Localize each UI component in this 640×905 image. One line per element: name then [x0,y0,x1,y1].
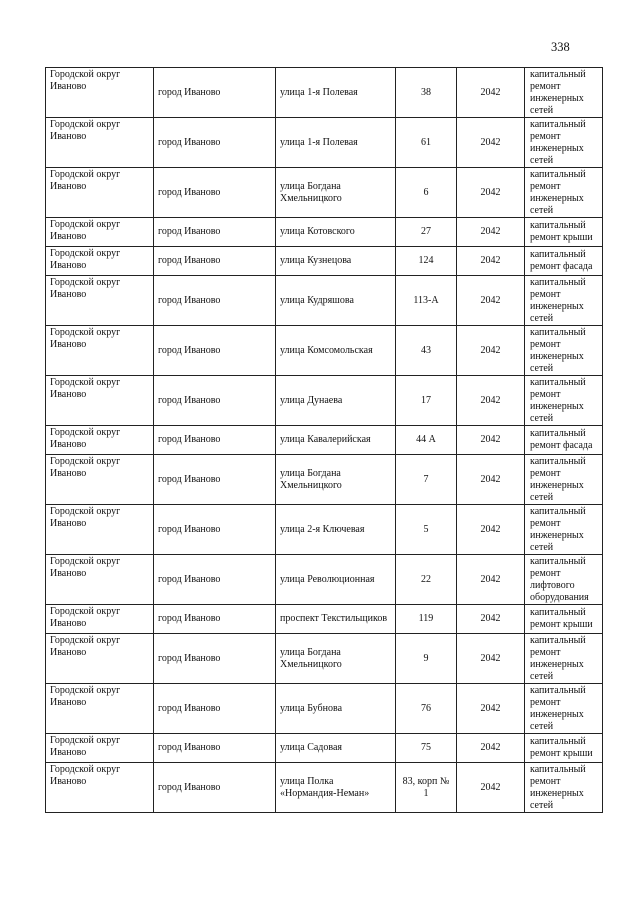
district-cell: Городской округ Иваново [46,326,154,376]
district-cell: Городской округ Иваново [46,376,154,426]
table-row [46,326,603,376]
district-cell: Городской округ Иваново [46,247,154,276]
work-type-cell: капитальный ремонт инженерных сетей [525,455,603,505]
district-cell: Городской округ Иваново [46,505,154,555]
district-cell: Городской округ Иваново [46,276,154,326]
work-type-cell: капитальный ремонт инженерных сетей [525,684,603,734]
street-cell: улица Котовского [276,218,396,247]
street-cell: улица Богдана Хмельницкого [276,634,396,684]
table-row [46,276,603,326]
house-cell: 27 [396,218,457,247]
district-cell: Городской округ Иваново [46,734,154,763]
city-cell: город Иваново [154,247,276,276]
year-cell: 2042 [457,734,525,763]
street-cell: улица 2-я Ключевая [276,505,396,555]
year-cell: 2042 [457,634,525,684]
city-cell: город Иваново [154,326,276,376]
house-cell: 119 [396,605,457,634]
street-cell: улица 1-я Полевая [276,118,396,168]
year-cell: 2042 [457,555,525,605]
year-cell: 2042 [457,684,525,734]
year-cell: 2042 [457,426,525,455]
city-cell: город Иваново [154,634,276,684]
city-cell: город Иваново [154,426,276,455]
table-row [46,734,603,763]
table-row [46,505,603,555]
district-cell: Городской округ Иваново [46,605,154,634]
work-type-cell: капитальный ремонт инженерных сетей [525,118,603,168]
table-row [46,605,603,634]
year-cell: 2042 [457,455,525,505]
house-cell: 38 [396,68,457,118]
district-cell: Городской округ Иваново [46,634,154,684]
table-row [46,118,603,168]
table-row [46,763,603,813]
work-type-cell: капитальный ремонт инженерных сетей [525,763,603,813]
street-cell: проспект Текстильщиков [276,605,396,634]
city-cell: город Иваново [154,763,276,813]
work-type-cell: капитальный ремонт инженерных сетей [525,376,603,426]
street-cell: улица Кудряшова [276,276,396,326]
house-cell: 17 [396,376,457,426]
table-row [46,555,603,605]
city-cell: город Иваново [154,505,276,555]
district-cell: Городской округ Иваново [46,118,154,168]
house-cell: 113-А [396,276,457,326]
table-row [46,218,603,247]
year-cell: 2042 [457,505,525,555]
district-cell: Городской округ Иваново [46,455,154,505]
city-cell: город Иваново [154,68,276,118]
table-row [46,426,603,455]
year-cell: 2042 [457,605,525,634]
district-cell: Городской округ Иваново [46,218,154,247]
work-type-cell: капитальный ремонт крыши [525,605,603,634]
city-cell: город Иваново [154,684,276,734]
city-cell: город Иваново [154,376,276,426]
city-cell: город Иваново [154,734,276,763]
house-cell: 44 А [396,426,457,455]
street-cell: улица Бубнова [276,684,396,734]
district-cell: Городской округ Иваново [46,426,154,455]
house-cell: 124 [396,247,457,276]
street-cell: улица Садовая [276,734,396,763]
year-cell: 2042 [457,763,525,813]
house-cell: 7 [396,455,457,505]
district-cell: Городской округ Иваново [46,555,154,605]
city-cell: город Иваново [154,118,276,168]
work-type-cell: капитальный ремонт фасада [525,247,603,276]
table-row [46,247,603,276]
city-cell: город Иваново [154,455,276,505]
city-cell: город Иваново [154,276,276,326]
work-type-cell: капитальный ремонт инженерных сетей [525,68,603,118]
street-cell: улица Комсомольская [276,326,396,376]
district-cell: Городской округ Иваново [46,763,154,813]
work-type-cell: капитальный ремонт фасада [525,426,603,455]
house-cell: 75 [396,734,457,763]
work-type-cell: капитальный ремонт инженерных сетей [525,634,603,684]
year-cell: 2042 [457,68,525,118]
year-cell: 2042 [457,376,525,426]
street-cell: улица Кузнецова [276,247,396,276]
house-cell: 6 [396,168,457,218]
house-cell: 5 [396,505,457,555]
table-row [46,168,603,218]
street-cell: улица Богдана Хмельницкого [276,168,396,218]
table-row [46,376,603,426]
work-type-cell: капитальный ремонт инженерных сетей [525,276,603,326]
table-row [46,684,603,734]
year-cell: 2042 [457,168,525,218]
year-cell: 2042 [457,326,525,376]
street-cell: улица Полка «Нормандия-Неман» [276,763,396,813]
house-cell: 22 [396,555,457,605]
city-cell: город Иваново [154,218,276,247]
page-number: 338 [551,40,570,54]
street-cell: улица Кавалерийская [276,426,396,455]
house-cell: 83, корп № 1 [396,763,457,813]
work-type-cell: капитальный ремонт крыши [525,218,603,247]
district-cell: Городской округ Иваново [46,684,154,734]
work-type-cell: капитальный ремонт инженерных сетей [525,168,603,218]
year-cell: 2042 [457,276,525,326]
street-cell: улица Революционная [276,555,396,605]
street-cell: улица Богдана Хмельницкого [276,455,396,505]
district-cell: Городской округ Иваново [46,168,154,218]
table-row [46,634,603,684]
year-cell: 2042 [457,247,525,276]
work-type-cell: капитальный ремонт крыши [525,734,603,763]
year-cell: 2042 [457,218,525,247]
work-type-cell: капитальный ремонт лифтового оборудования [525,555,603,605]
table-row [46,68,603,118]
table-row [46,455,603,505]
city-cell: город Иваново [154,605,276,634]
work-type-cell: капитальный ремонт инженерных сетей [525,505,603,555]
repair-schedule-table [45,67,603,813]
year-cell: 2042 [457,118,525,168]
city-cell: город Иваново [154,555,276,605]
house-cell: 61 [396,118,457,168]
city-cell: город Иваново [154,168,276,218]
house-cell: 43 [396,326,457,376]
district-cell: Городской округ Иваново [46,68,154,118]
street-cell: улица Дунаева [276,376,396,426]
street-cell: улица 1-я Полевая [276,68,396,118]
house-cell: 76 [396,684,457,734]
work-type-cell: капитальный ремонт инженерных сетей [525,326,603,376]
house-cell: 9 [396,634,457,684]
